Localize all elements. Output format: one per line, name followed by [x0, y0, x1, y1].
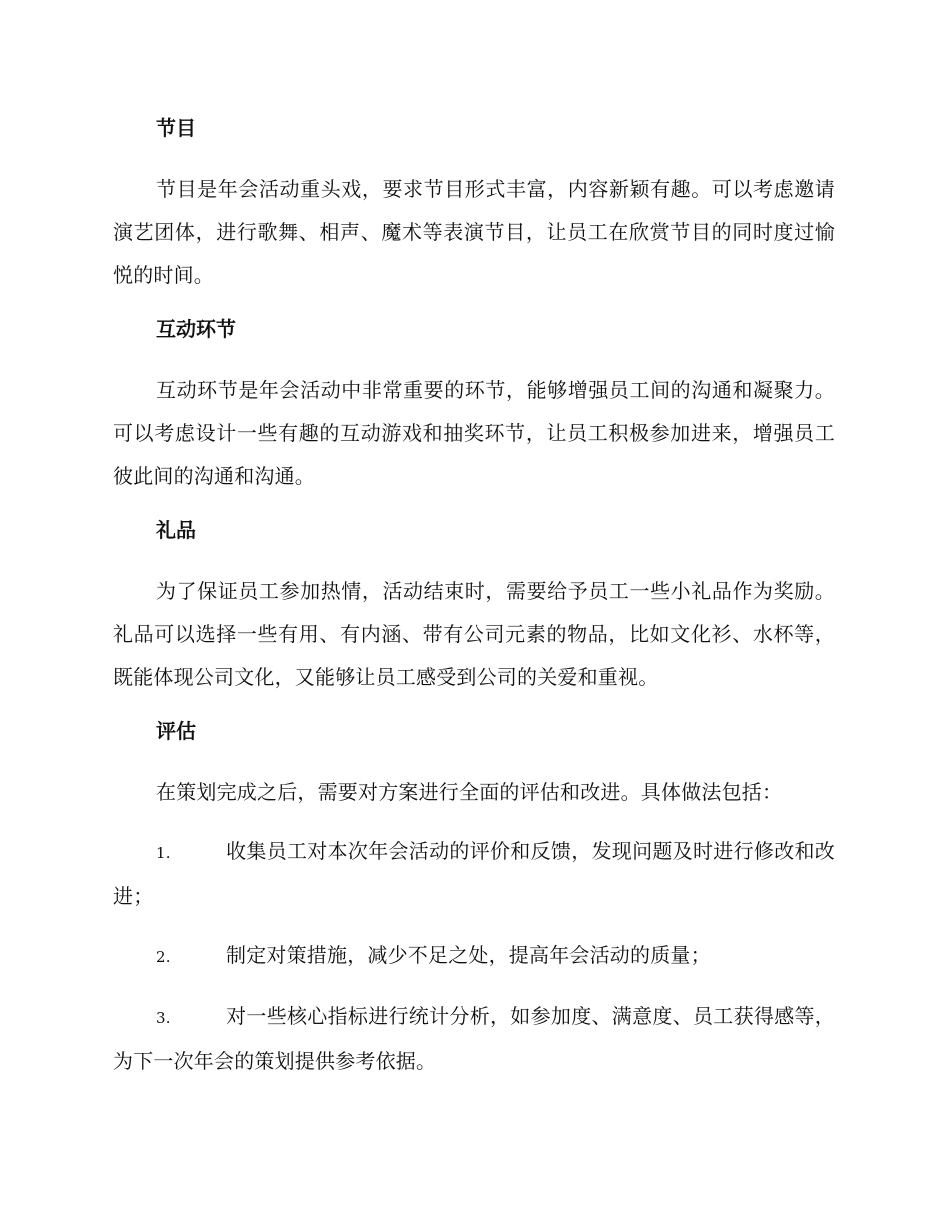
section-paragraph-interaction: 互动环节是年会活动中非常重要的环节，能够增强员工间的沟通和凝聚力。可以考虑设计一些有趣的互动游戏和抽奖环节，让员工积极参加进来，增强员工彼此间的沟通和沟通。 — [113, 378, 835, 488]
list-number: 2. — [156, 948, 171, 966]
section-paragraph-program: 节目是年会活动重头戏，要求节目形式丰富，内容新颖有趣。可以考虑邀请演艺团体，进行歌舞、相声、魔术等表演节目，让员工在欣赏节目的同时度过愉悦的时间。 — [113, 177, 835, 287]
section-heading-program: 节目 — [156, 116, 196, 140]
document-page — [113, 112, 835, 1099]
section-heading-evaluation: 评估 — [156, 719, 196, 743]
list-number: 3. — [156, 1009, 171, 1027]
section-heading-interaction: 互动环节 — [156, 317, 236, 341]
list-text: 对一些核心指标进行统计分析，如参加度、满意度、员工获得感等，为下一次年会的策划提供参考依据。 — [113, 1004, 835, 1073]
list-text: 收集员工对本次年会活动的评价和反馈，发现问题及时进行修改和改进； — [113, 839, 835, 908]
list-text: 制定对策措施，减少不足之处，提高年会活动的质量； — [226, 943, 711, 967]
list-item — [113, 934, 835, 979]
list-item — [113, 830, 835, 918]
list-number: 1. — [156, 844, 171, 862]
section-heading-gifts: 礼品 — [156, 518, 196, 542]
section-paragraph-gifts: 为了保证员工参加热情，活动结束时，需要给予员工一些小礼品作为奖励。礼品可以选择一些有用、有内涵、带有公司元素的物品，比如文化衫、水杯等，既能体现公司文化，又能够让员工感受到公司的关爱和重视。 — [113, 579, 835, 689]
list-item — [113, 995, 835, 1083]
section-paragraph-evaluation: 在策划完成之后，需要对方案进行全面的评估和改进。具体做法包括： — [156, 780, 783, 804]
